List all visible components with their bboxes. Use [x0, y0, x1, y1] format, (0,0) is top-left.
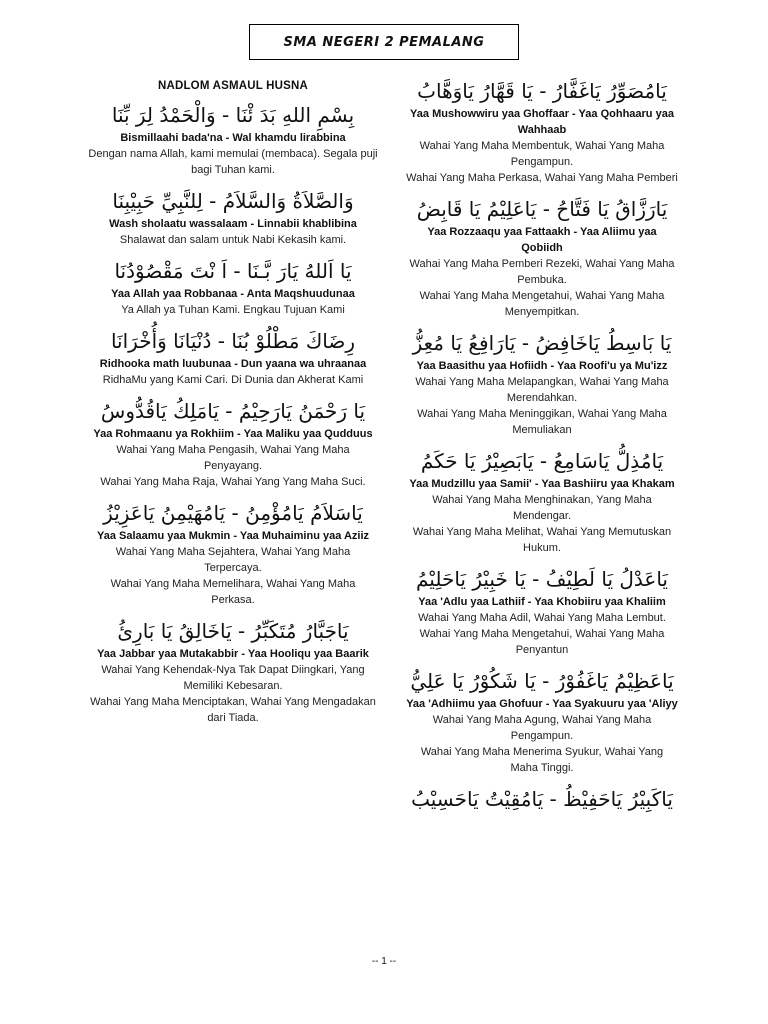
latin-transliteration: Yaa Mushowwiru yaa Ghoffaar - Yaa Qohhaaru yaa Wahhaab [410, 108, 674, 136]
verse-entry [406, 196, 678, 320]
arabic-verse: رِضَاكَ مَطْلُوْ بُنَا - دُنْيَانَا وَأُخْرَانَا [110, 329, 356, 353]
latin-transliteration: Bismillaahi bada'na - Wal khamdu lirabbina [120, 132, 346, 144]
verse-meaning: Wahai Yang Maha Menghinakan, Yang Maha Mendengar. [432, 494, 652, 522]
latin-transliteration: Yaa Jabbar yaa Mutakabbir - Yaa Hooliqu yaa Baarik [97, 648, 369, 660]
verse-meaning: Wahai Yang Maha Sejahtera, Wahai Yang Maha Terpercaya. [115, 546, 351, 574]
arabic-verse: يَا بَاسِطُ يَاخَافِضُ - يَارَافِعُ يَا مُعِزُّ [412, 331, 672, 355]
left-column [88, 78, 378, 736]
verse-meaning: Wahai Yang Maha Menerima Syukur, Wahai Yang Maha Tinggi. [420, 746, 664, 774]
section-title: NADLOM ASMAUL HUSNA [157, 80, 309, 92]
verse-entry [406, 668, 678, 776]
verse-entry [88, 500, 378, 608]
arabic-verse: وَالصَّلاَةُ وَالسَّلاَمُ - لِلنَّبِيِّ حَبِيْبِنَا [112, 189, 354, 213]
latin-transliteration: Yaa Rohmaanu ya Rokhiim - Yaa Maliku yaa Qudduus [93, 428, 373, 440]
arabic-verse: يَا اَللهُ يَارَ بَّـنَا - اَ نْتَ مَقْصُوْدُنَا [114, 259, 352, 283]
verse-meaning: Wahai Yang Maha Menciptakan, Wahai Yang Mengadakan dari Tiada. [90, 696, 376, 724]
latin-transliteration: Yaa Rozzaaqu yaa Fattaakh - Yaa Aliimu yaa Qobiidh [427, 226, 657, 254]
verse-meaning: Wahai Yang Maha Memelihara, Wahai Yang Maha Perkasa. [110, 578, 356, 606]
arabic-verse: يَاعَظِيْمُ يَاغَفُوْرُ - يَا شَكُوْرُ يَا عَلِيُّ [410, 669, 674, 693]
verse-meaning: Wahai Yang Maha Perkasa, Wahai Yang Maha Pemberi [406, 172, 678, 184]
arabic-verse: يَامُذِلُّ يَاسَامِعُ - يَابَصِيْرُ يَا حَكَمُ [420, 449, 664, 473]
latin-transliteration: Yaa Baasithu yaa Hofiidh - Yaa Roofi'u ya Mu'izz [416, 360, 668, 372]
school-name: SMA NEGERI 2 PEMALANG [283, 34, 485, 50]
arabic-verse: بِسْمِ اللهِ بَدَ ئْنَا - وَالْحَمْدُ لِرَ بِّنَا [111, 103, 355, 127]
verse-entry [88, 102, 378, 178]
latin-transliteration: Yaa 'Adhiimu yaa Ghofuur - Yaa Syakuuru yaa 'Aliyy [406, 698, 678, 710]
arabic-verse: يَارَزَّاقُ يَا فَتَّاحُ - يَاعَلِيْمُ يَا قَابِضُ [416, 197, 668, 221]
verse-meaning: Wahai Yang Maha Pengasih, Wahai Yang Maha Penyayang. [116, 444, 350, 472]
verse-meaning: Wahai Yang Maha Membentuk, Wahai Yang Maha Pengampun. [419, 140, 665, 168]
arabic-verse: يَاجَبَّارُ مُتَكَبِّرُ - يَاخَالِقُ يَا بَارِئُ [117, 619, 349, 643]
verse-meaning: Wahai Yang Maha Melihat, Wahai Yang Memutuskan Hukum. [412, 526, 672, 554]
school-header [249, 24, 519, 60]
verse-entry [406, 78, 678, 186]
verse-entry [88, 398, 378, 490]
verse-entry [88, 258, 378, 318]
verse-meaning: Wahai Yang Maha Raja, Wahai Yang Yang Maha Suci. [100, 476, 366, 488]
verse-meaning: Dengan nama Allah, kami memulai (membaca). Segala puji bagi Tuhan kami. [88, 148, 378, 176]
verse-meaning: Shalawat dan salam untuk Nabi Kekasih kami. [119, 234, 347, 246]
verse-meaning: Wahai Yang Maha Agung, Wahai Yang Maha Pengampun. [432, 714, 652, 742]
verse-entry [406, 330, 678, 438]
verse-meaning: Wahai Yang Maha Meninggikan, Wahai Yang Maha Memuliakan [417, 408, 667, 436]
verse-meaning: Wahai Yang Maha Pemberi Rezeki, Wahai Yang Maha Pembuka. [409, 258, 675, 286]
verse-entry [406, 786, 678, 812]
latin-transliteration: Ridhooka math luubunaa - Dun yaana wa uhraanaa [99, 358, 367, 370]
verse-meaning: Wahai Yang Maha Mengetahui, Wahai Yang Maha Menyempitkan. [419, 290, 665, 318]
verse-meaning: Wahai Yang Kehendak-Nya Tak Dapat Diingkari, Yang Memiliki Kebesaran. [101, 664, 365, 692]
verse-entry [88, 618, 378, 726]
arabic-verse: يَاكَبِيْرُ يَاحَفِيْظُ - يَامُقِيْتُ يَاحَسِيْبُ [411, 787, 673, 811]
verse-entry [88, 188, 378, 248]
verse-entry [406, 566, 678, 658]
arabic-verse: يَامُصَوِّرُ يَاغَفَّارُ - يَا قَهَّارُ يَاوَهَّابُ [417, 79, 667, 103]
verse-entry [88, 328, 378, 388]
verse-meaning: Wahai Yang Maha Mengetahui, Wahai Yang Maha Penyantun [419, 628, 665, 656]
verse-meaning: Ya Allah ya Tuhan Kami. Engkau Tujuan Kami [121, 304, 345, 316]
arabic-verse: يَاسَلاَمُ يَامُؤْمِنُ - يَامُهَيْمِنُ يَاعَزِيْزُ [103, 501, 363, 525]
arabic-verse: يَاعَدْلُ يَا لَطِيْفُ - يَا خَبِيْرُ يَاحَلِيْمُ [415, 567, 668, 591]
verse-entry [406, 448, 678, 556]
latin-transliteration: Yaa Mudzillu yaa Samii' - Yaa Bashiiru yaa Khakam [409, 478, 675, 490]
verse-meaning: Wahai Yang Maha Adil, Wahai Yang Maha Lembut. [418, 612, 666, 624]
latin-transliteration: Wash sholaatu wassalaam - Linnabii khablibina [109, 218, 357, 230]
latin-transliteration: Yaa Allah yaa Robbanaa - Anta Maqshuudunaa [111, 288, 355, 300]
verse-meaning: Wahai Yang Maha Melapangkan, Wahai Yang Maha Merendahkan. [415, 376, 669, 404]
latin-transliteration: Yaa Salaamu yaa Mukmin - Yaa Muhaiminu yaa Aziiz [96, 530, 370, 542]
latin-transliteration: Yaa 'Adlu yaa Lathiif - Yaa Khobiiru yaa Khaliim [418, 596, 666, 608]
verse-meaning: RidhaMu yang Kami Cari. Di Dunia dan Akherat Kami [102, 374, 364, 386]
page-number: -- 1 -- [371, 956, 397, 967]
right-column [406, 78, 678, 822]
arabic-verse: يَا رَحْمَنُ يَارَحِيْمُ - يَامَلِكُ يَاقُدُّوسُ [100, 399, 366, 423]
